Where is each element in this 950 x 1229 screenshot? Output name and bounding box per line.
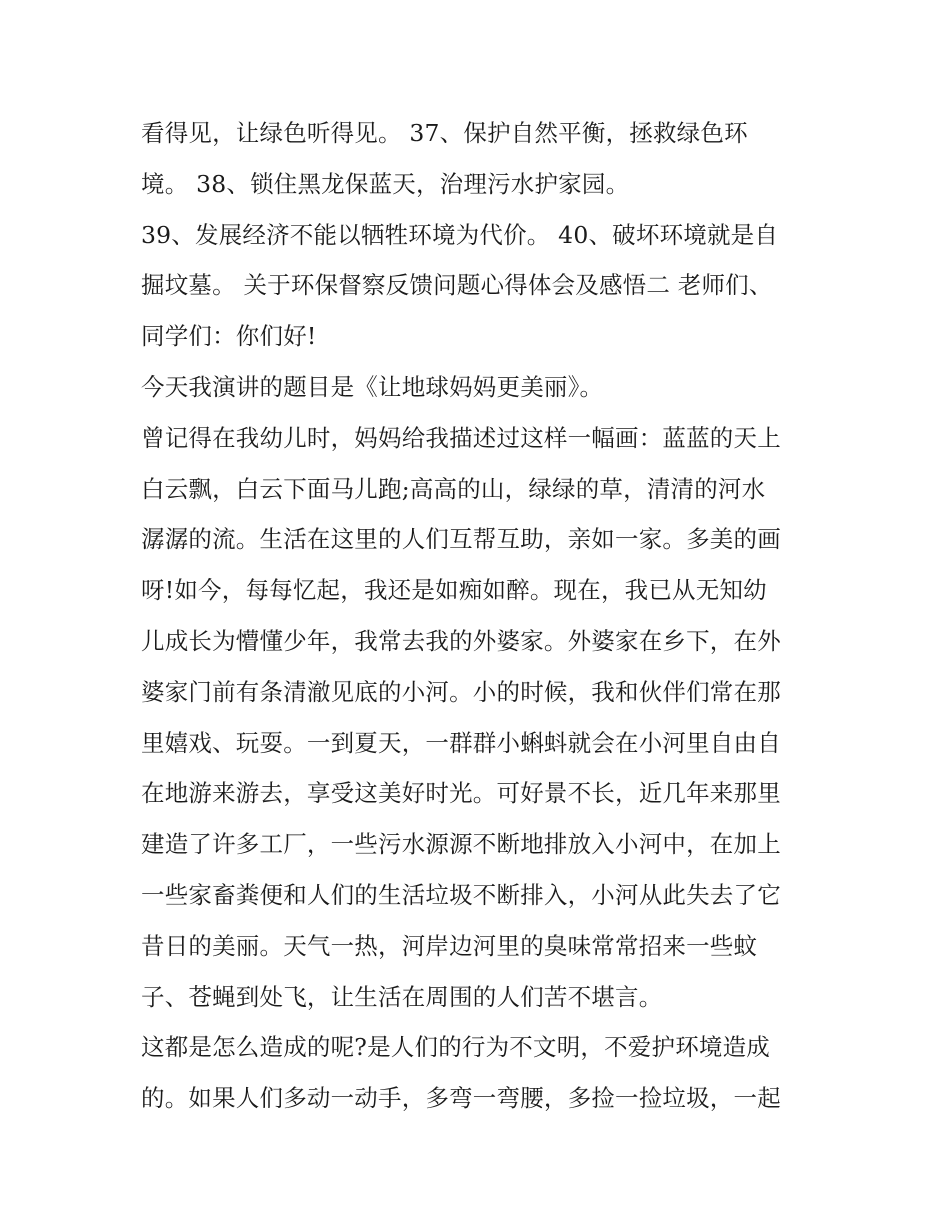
text-line: 呀!如今，每每忆起，我还是如痴如醉。现在，我已从无知幼 [141, 576, 767, 605]
text-line: 儿成长为懵懂少年，我常去我的外婆家。外婆家在乡下，在外 [141, 626, 781, 655]
text-line: 看得见，让绿色听得见。 37、保护自然平衡，拯救绿色环 [141, 119, 748, 147]
text-line: 掘坟墓。 关于环保督察反馈问题心得体会及感悟二 老师们、 [141, 271, 773, 300]
text-line: 昔日的美丽。天气一热，河岸边河里的臭味常常招来一些蚊 [141, 931, 758, 960]
text-line: 白云飘，白云下面马儿跑;高高的山，绿绿的草，清清的河水 [141, 474, 766, 503]
text-line: 在地游来游去，享受这美好时光。可好景不长，近几年来那里 [141, 779, 781, 808]
text-line: 潺潺的流。生活在这里的人们互帮互助，亲如一家。多美的画 [141, 525, 781, 554]
text-line: 的。如果人们多动一动手，多弯一弯腰，多捡一捡垃圾，一起 [141, 1084, 781, 1113]
text-line: 这都是怎么造成的呢?是人们的行为不文明，不爱护环境造成 [141, 1033, 770, 1062]
text-line: 曾记得在我幼儿时，妈妈给我描述过这样一幅画：蓝蓝的天上 [141, 423, 781, 452]
text-line: 境。 38、锁住黑龙保蓝天，治理污水护家园。 [141, 169, 630, 198]
text-line: 建造了许多工厂，一些污水源源不断地排放入小河中，在加上 [141, 830, 781, 859]
text-line: 子、苍蝇到处飞，让生活在周围的人们苦不堪言。 [141, 982, 663, 1011]
body-text [141, 108, 821, 1124]
text-line: 婆家门前有条清澈见底的小河。小的时候，我和伙伴们常在那 [141, 677, 781, 706]
text-line: 一些家畜粪便和人们的生活垃圾不断排入，小河从此失去了它 [141, 880, 781, 909]
text-line: 39、发展经济不能以牺牲环境为代价。 40、破坏环境就是自 [141, 220, 779, 249]
text-line: 同学们：你们好! [141, 322, 317, 351]
text-line: 今天我演讲的题目是《让地球妈妈更美丽》。 [141, 372, 604, 401]
text-line: 里嬉戏、玩耍。一到夏天，一群群小蝌蚪就会在小河里自由自 [141, 728, 781, 757]
